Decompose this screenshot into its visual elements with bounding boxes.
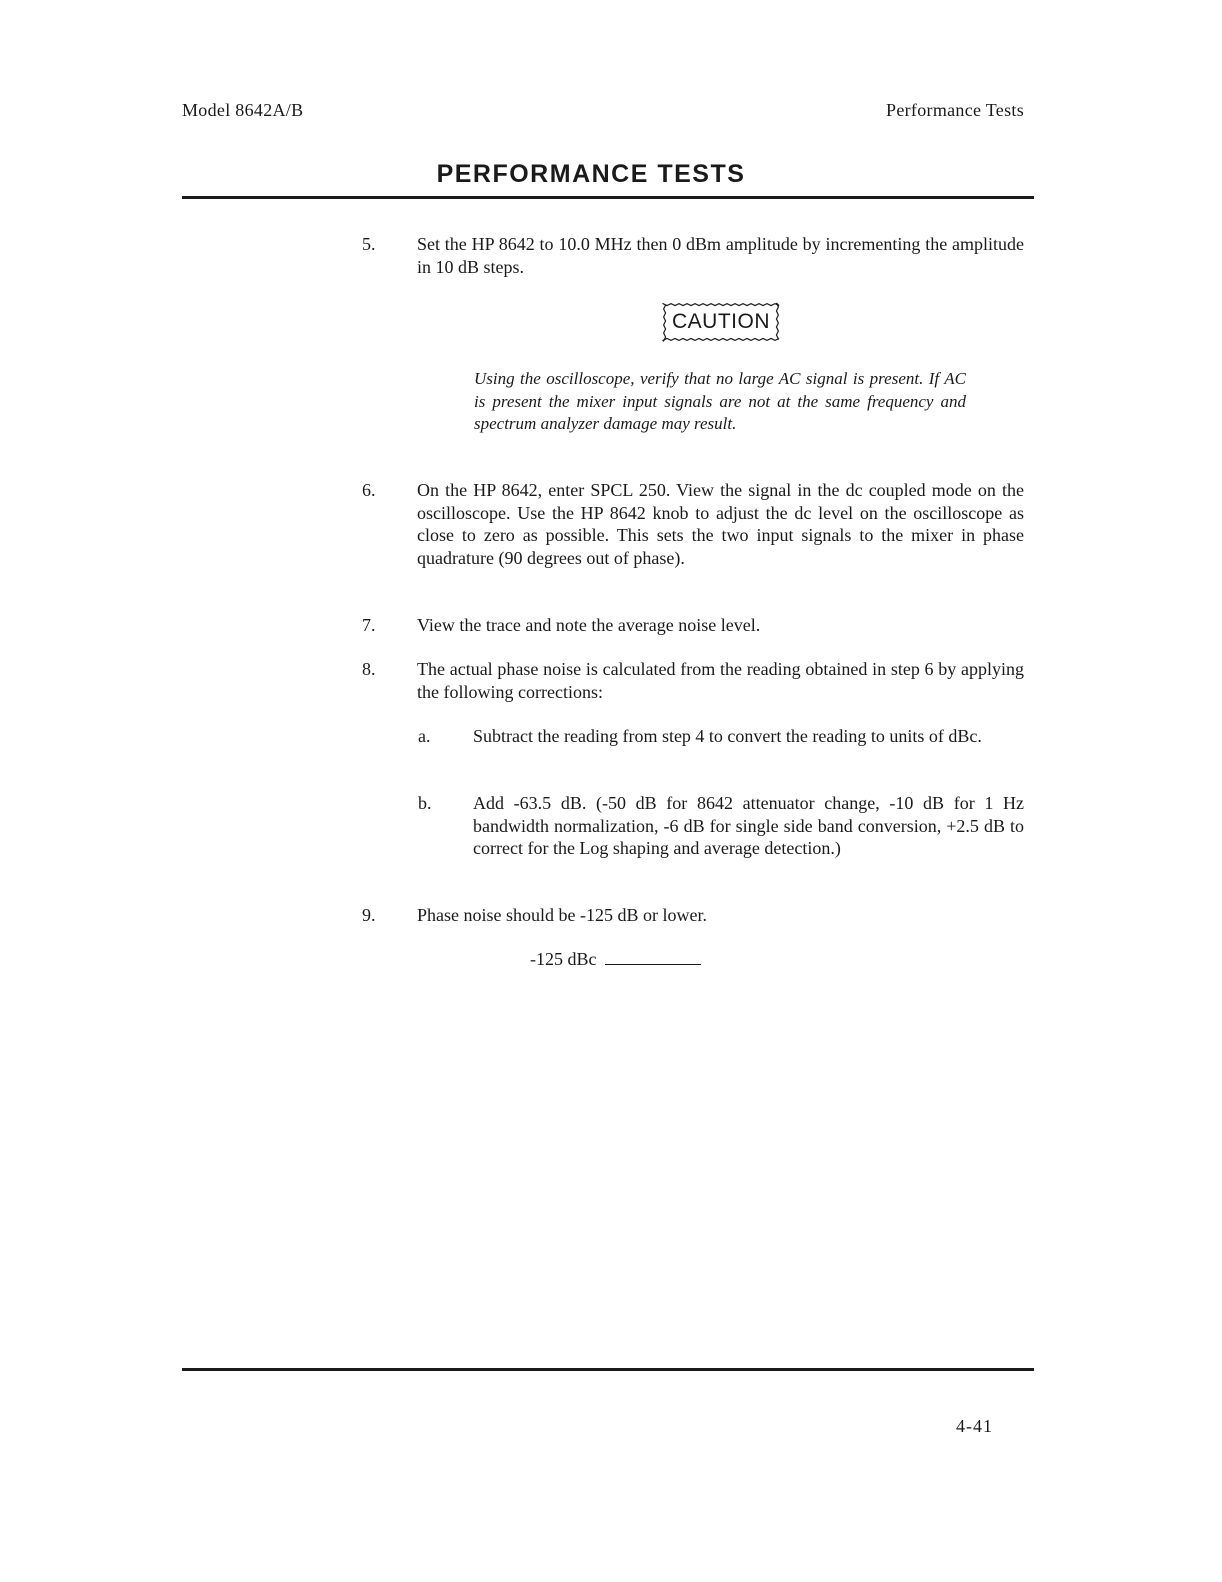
caution-box: [660, 300, 782, 344]
step-text: Phase noise should be -125 dB or lower.: [417, 905, 707, 925]
result-entry: [530, 948, 701, 970]
top-rule: [182, 196, 1034, 199]
substep-b: [418, 792, 1024, 860]
header-section: Performance Tests: [886, 100, 1024, 120]
step-text: On the HP 8642, enter SPCL 250. View the signal in the dc coupled mode on the oscilloscope. Use the HP 8642 knob to adjust the dc level on the oscilloscope as close to zero as possible. This sets the two input signals to the mixer in phase quadrature (90 degrees out of phase).: [417, 480, 1024, 568]
substep-letter: a.: [418, 726, 431, 746]
step-9: [362, 904, 1024, 927]
step-6: [362, 479, 1024, 569]
step-number: 7.: [362, 615, 376, 635]
bottom-rule: [182, 1368, 1034, 1371]
step-8: [362, 658, 1024, 703]
step-5: [362, 233, 1024, 278]
result-blank[interactable]: [605, 948, 701, 965]
step-number: 8.: [362, 659, 376, 679]
step-text: The actual phase noise is calculated from the reading obtained in step 6 by applying the following corrections:: [417, 659, 1024, 702]
page-number: 4-41: [956, 1416, 993, 1436]
substep-a: [418, 725, 1024, 748]
caution-label: CAUTION: [672, 310, 770, 333]
header-model: Model 8642A/B: [182, 100, 304, 120]
caution-text: Using the oscilloscope, verify that no large AC signal is present. If AC is present the mixer input signals are not at the same frequency and spectrum analyzer damage may result.: [474, 369, 966, 433]
step-number: 5.: [362, 234, 376, 254]
step-text: Set the HP 8642 to 10.0 MHz then 0 dBm amplitude by incrementing the amplitude in 10 dB steps.: [417, 234, 1024, 277]
step-text: View the trace and note the average noise level.: [417, 615, 761, 635]
step-number: 9.: [362, 905, 376, 925]
page-title: PERFORMANCE TESTS: [436, 160, 746, 188]
substep-letter: b.: [418, 793, 432, 813]
step-number: 6.: [362, 480, 376, 500]
substep-text: Add -63.5 dB. (-50 dB for 8642 attenuator change, -10 dB for 1 Hz bandwidth normalization, -6 dB for single side band conversion, +2.5 dB to correct for the Log shaping and average detection.): [473, 793, 1024, 858]
result-label: -125 dBc: [530, 949, 597, 969]
step-7: [362, 614, 1024, 637]
substep-text: Subtract the reading from step 4 to convert the reading to units of dBc.: [473, 726, 982, 746]
